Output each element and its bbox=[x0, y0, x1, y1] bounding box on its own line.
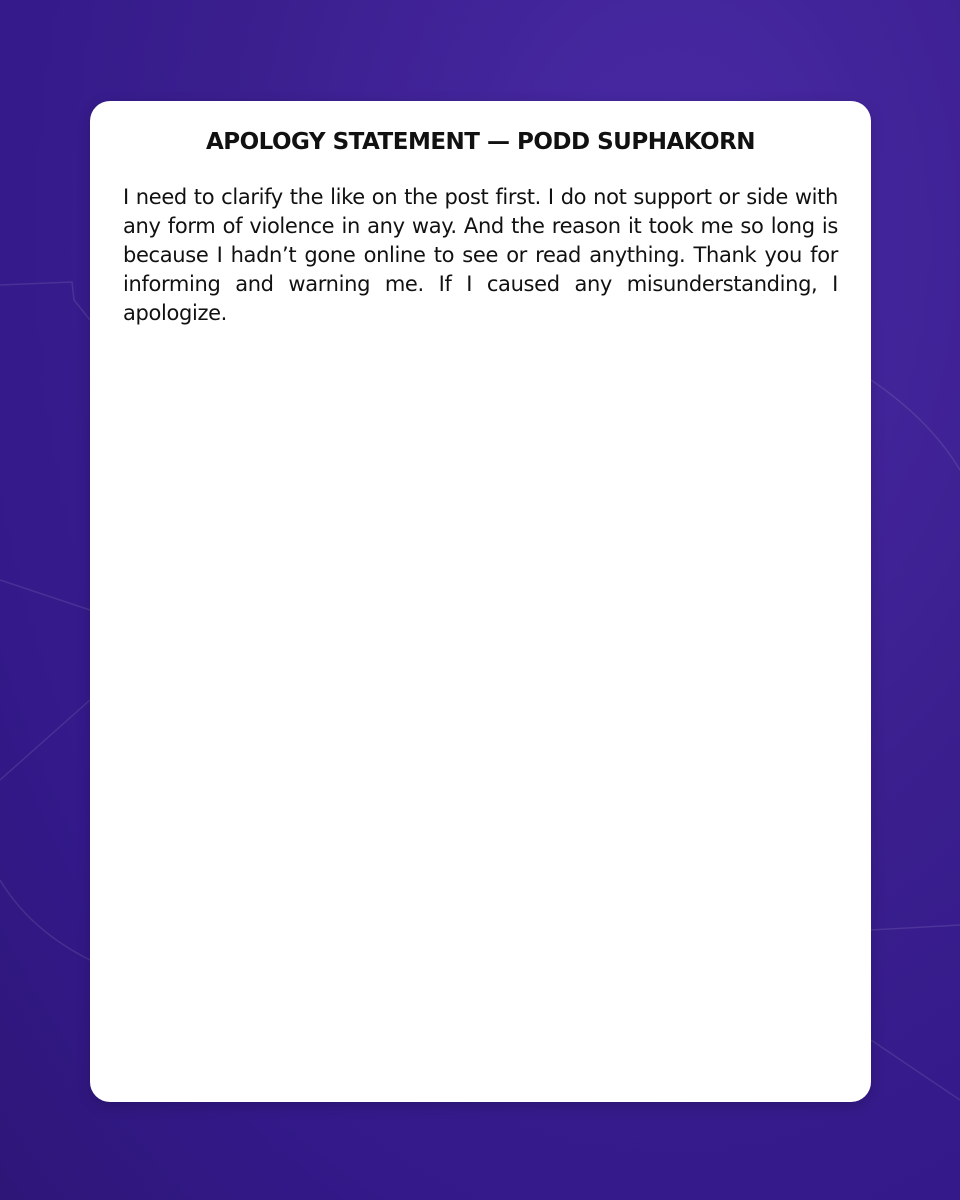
statement-body: I need to clarify the like on the post first. I do not support or side with any form of violence in any way. And the reason it took me so long is because I hadn’t gone online to see or read anything. Thank you for informing and warning me. If I caused any misunderstanding, I apologize. bbox=[123, 185, 838, 325]
statement-title: APOLOGY STATEMENT — PODD SUPHAKORN bbox=[205, 129, 756, 155]
statement-card bbox=[90, 101, 871, 1102]
